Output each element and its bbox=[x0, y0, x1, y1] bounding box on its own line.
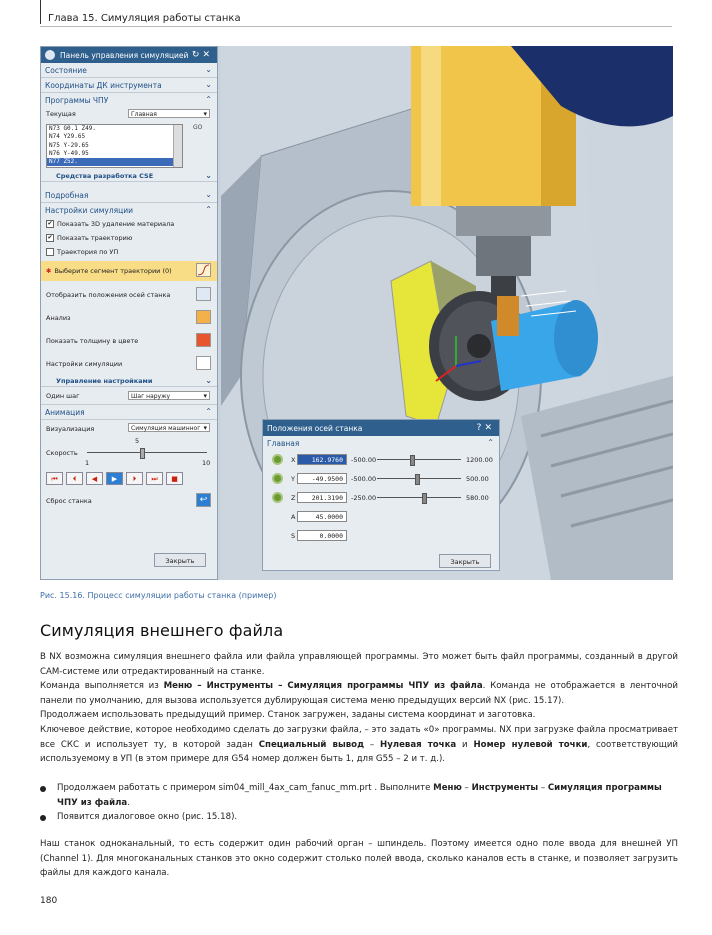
step-back-button[interactable]: ⏴ bbox=[66, 472, 83, 485]
chevron-up-icon: ⌃ bbox=[205, 407, 212, 416]
axis-slider-thumb[interactable] bbox=[422, 493, 427, 504]
axis-value-input[interactable]: -49.9500 bbox=[297, 473, 347, 484]
panel-toolbar-icons[interactable]: ↻✕ bbox=[191, 50, 213, 60]
speed-row: Скорость 5 1 10 bbox=[46, 437, 211, 467]
chevron-up-icon: ⌃ bbox=[205, 205, 212, 214]
panel-titlebar bbox=[41, 47, 217, 63]
segment-select-row[interactable]: ✱ Выберите сегмент траектории (0) bbox=[41, 261, 217, 281]
current-program-row: Текущая Главная ▾ bbox=[41, 107, 217, 121]
list-item-selected[interactable]: N77 Z52. bbox=[47, 158, 182, 166]
one-step-row: Один шаг Шаг наружу ▾ bbox=[41, 387, 217, 404]
chevron-down-icon: ⌄ bbox=[205, 376, 212, 385]
figure-caption: Рис. 15.16. Процесс симуляции работы станка (пример) bbox=[40, 591, 277, 600]
section-detail[interactable]: Подробная ⌄ bbox=[41, 188, 217, 203]
section-animation[interactable]: Анимация ⌃ bbox=[41, 404, 217, 420]
axis-lock-icon[interactable] bbox=[272, 454, 283, 465]
panel-title: Панель управления симуляцией bbox=[60, 50, 189, 60]
rewind-start-button[interactable]: ⏮ bbox=[46, 472, 63, 485]
go-button[interactable]: GO bbox=[193, 124, 203, 131]
checkbox-checked[interactable]: ✔ bbox=[47, 220, 53, 227]
chevron-up-icon: ⌃ bbox=[487, 438, 494, 447]
axis-max: 580.00 bbox=[466, 493, 489, 502]
curve-icon[interactable] bbox=[196, 263, 211, 277]
axis-value-input[interactable]: 45.0000 bbox=[297, 511, 347, 522]
forward-end-button[interactable]: ⏭ bbox=[146, 472, 163, 485]
step-forward-button[interactable]: ⏵ bbox=[126, 472, 143, 485]
thickness-color-icon[interactable] bbox=[196, 333, 211, 347]
list-item[interactable]: N75 Y-29.65 bbox=[49, 141, 89, 149]
simulation-control-panel bbox=[40, 46, 218, 580]
current-program-select[interactable]: Главная ▾ bbox=[128, 109, 210, 118]
axis-row bbox=[263, 450, 499, 469]
play-forward-button[interactable]: ▶ bbox=[106, 472, 123, 485]
reset-row: Сброс станка ↩ bbox=[41, 489, 217, 513]
axis-label: Z bbox=[291, 493, 296, 502]
option-3d-removal[interactable]: ✔ Показать 3D удаление материала bbox=[47, 220, 175, 228]
section-settings[interactable]: Настройки симуляции ⌃ bbox=[45, 205, 212, 215]
header-rule bbox=[40, 0, 41, 24]
play-back-button[interactable]: ◀ bbox=[86, 472, 103, 485]
chevron-down-icon: ⌄ bbox=[205, 80, 212, 89]
axis-min: -500.00 bbox=[351, 455, 377, 464]
playback-controls bbox=[41, 467, 217, 489]
axes-position-dialog bbox=[262, 419, 500, 571]
chevron-down-icon: ⌄ bbox=[205, 65, 212, 74]
list-item[interactable]: N73 G0.1 Z49. bbox=[49, 125, 96, 132]
gear-icon bbox=[45, 50, 55, 60]
page-number: 180 bbox=[40, 896, 58, 906]
one-step-select[interactable]: Шаг наружу ▾ bbox=[128, 391, 210, 400]
axis-max: 1200.00 bbox=[466, 455, 493, 464]
bullet-icon bbox=[40, 786, 46, 792]
option-nc-path[interactable]: Траектория по УП bbox=[41, 245, 217, 259]
chapter-title: Глава 15. Симуляция работы станка bbox=[48, 13, 241, 24]
axis-label: S bbox=[291, 531, 296, 540]
nc-code-list[interactable] bbox=[46, 124, 183, 168]
axis-lock-icon[interactable] bbox=[272, 492, 283, 503]
figure-screenshot bbox=[40, 46, 673, 580]
speed-value: 5 bbox=[135, 437, 140, 445]
axis-label: X bbox=[291, 455, 296, 464]
section-state[interactable]: Состояние ⌄ bbox=[41, 63, 217, 78]
speed-max: 10 bbox=[202, 459, 211, 467]
visualization-row: Визуализация Симуляция машинног ▾ bbox=[41, 420, 217, 437]
axes-icon[interactable] bbox=[196, 287, 211, 301]
axis-value-input[interactable]: 162.9760 bbox=[297, 454, 347, 465]
axis-slider-thumb[interactable] bbox=[410, 455, 415, 466]
dialog-toolbar-icons[interactable]: ?✕ bbox=[476, 423, 495, 433]
dialog-section-main[interactable]: Главная ⌃ bbox=[267, 438, 494, 448]
axis-value-input[interactable]: 201.3190 bbox=[297, 492, 347, 503]
axis-row bbox=[263, 526, 499, 545]
asterisk-icon: ✱ bbox=[46, 267, 52, 275]
bullet-icon bbox=[40, 815, 46, 821]
chevron-down-icon: ⌄ bbox=[205, 171, 212, 180]
option-show-path[interactable]: ✔ Показать траекторию bbox=[47, 234, 133, 242]
axis-slider[interactable] bbox=[377, 497, 461, 498]
axis-label: Y bbox=[291, 474, 295, 483]
analysis-icon[interactable] bbox=[196, 310, 211, 324]
sim-settings-row: Настройки симуляции bbox=[41, 352, 217, 375]
chevron-down-icon: ⌄ bbox=[205, 190, 212, 199]
manage-settings-section[interactable]: Управление настройками ⌄ bbox=[41, 375, 217, 387]
axis-max: 500.00 bbox=[466, 474, 489, 483]
stop-button[interactable]: ■ bbox=[166, 472, 183, 485]
axis-row bbox=[263, 507, 499, 526]
checkbox-unchecked[interactable] bbox=[46, 248, 54, 256]
checkbox-checked[interactable]: ✔ bbox=[47, 234, 53, 241]
axis-min: -500.00 bbox=[351, 474, 377, 483]
paragraph-3: Продолжаем использовать предыдущий пример. Станок загружен, заданы система координат и заготовка. bbox=[40, 710, 536, 720]
axis-label: A bbox=[291, 512, 296, 521]
analysis-row: Анализ bbox=[41, 306, 217, 329]
speed-slider[interactable] bbox=[87, 452, 207, 453]
axis-slider-thumb[interactable] bbox=[415, 474, 420, 485]
reset-icon[interactable]: ↩ bbox=[196, 493, 211, 507]
settings-list-icon[interactable] bbox=[196, 356, 211, 370]
paragraph-5: Наш станок одноканальный, то есть содержит один рабочий орган – шпиндель. Поэтому имеется одно поле ввода для внешней УП (Channel 1). Для многоканальных станков это окно содержит столько полей ввода, сколько каналов есть в станке, и позволяет загрузить файлы для каждого канала. bbox=[40, 839, 678, 879]
bullet-item: Продолжаем работать с примером sim04_mill_4ax_cam_fanuc_mm.prt . Выполните Меню – Инструменты – Симуляция программы ЧПУ из файла. bbox=[40, 781, 678, 810]
axis-slider[interactable] bbox=[377, 478, 461, 479]
section-heading: Симуляция внешнего файла bbox=[40, 621, 284, 640]
dialog-titlebar: Положения осей станка ?✕ bbox=[263, 420, 499, 436]
axis-value-input[interactable]: 0.0000 bbox=[297, 530, 347, 541]
paragraph-4: Ключевое действие, которое необходимо сделать до загрузки файла, – это задать «0» программы. NX при загрузке файла просматривает все СКС и использует ту, в которой задан Специальный вывод – Нулевая точка и Номер нулевой точки, соответствующий используемому в УП (в этом примере для G54 номер должен быть 1, для G55 – 2 и т. д.). bbox=[40, 725, 678, 765]
header-divider bbox=[40, 26, 672, 27]
section-coords[interactable]: Координаты ДК инструмента ⌄ bbox=[41, 78, 217, 93]
panel-close-button[interactable]: Закрыть bbox=[154, 553, 206, 567]
axis-min: -250.00 bbox=[351, 493, 377, 502]
show-axes-row: Отобразить положения осей станка bbox=[41, 283, 217, 306]
axis-lock-icon[interactable] bbox=[272, 473, 283, 484]
axes-rows bbox=[263, 450, 499, 545]
bullet-item: Появится диалоговое окно (рис. 15.18). bbox=[40, 810, 678, 825]
axis-slider[interactable] bbox=[377, 459, 461, 460]
axis-row bbox=[263, 488, 499, 507]
cse-tools-section[interactable]: Средства разработка CSE ⌄ bbox=[41, 170, 217, 182]
thickness-row: Показать толщину в цвете bbox=[41, 329, 217, 352]
visualization-select[interactable]: Симуляция машинног ▾ bbox=[128, 423, 210, 432]
list-scrollbar[interactable] bbox=[173, 125, 182, 167]
dialog-close-button[interactable]: Закрыть bbox=[439, 554, 491, 568]
list-item[interactable]: N74 Y29.65 bbox=[49, 133, 86, 141]
axis-row bbox=[263, 469, 499, 488]
speed-slider-thumb[interactable] bbox=[140, 448, 145, 459]
paragraph-1: В NX возможна симуляция внешнего файла или файла управляющей программы. Это может быть файл программы, созданный в другой CAM-системе или отредактированный на станке. bbox=[40, 652, 678, 677]
paragraph-2: Команда выполняется из Меню – Инструменты – Симуляция программы ЧПУ из файла. Команда не отображается в ленточной панели по умолчанию, для вызова используется дублирующая система меню предыдущих версий NX (рис. 15.17). bbox=[40, 681, 678, 706]
chevron-up-icon: ⌃ bbox=[205, 95, 212, 104]
section-programs[interactable]: Программы ЧПУ ⌃ bbox=[45, 95, 212, 105]
list-item[interactable]: N76 Y-49.95 bbox=[49, 149, 89, 157]
speed-min: 1 bbox=[85, 459, 90, 467]
